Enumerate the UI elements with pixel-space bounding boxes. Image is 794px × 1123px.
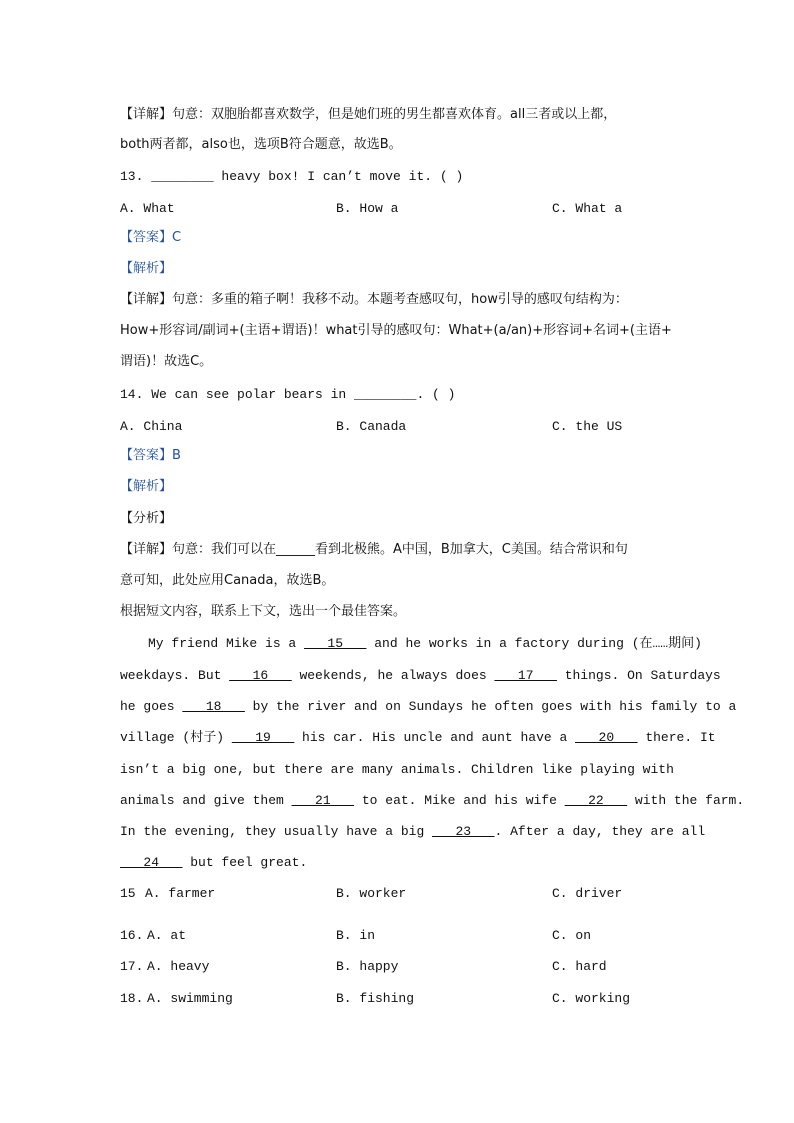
blank-22: ___22___ (564, 793, 628, 808)
q12-detail-line2: both两者都，also也，选项B符合题意，故选B。 (120, 137, 402, 152)
passage-line-3: he goes ___18___ by the river and on Sundays he often goes with his family to a (120, 699, 737, 714)
q14-answer: 【答案】B (120, 448, 181, 463)
q13-analysis-label: 【解析】 (120, 261, 173, 276)
blank-21: ___21___ (291, 793, 355, 808)
blank-23: ___23___ (432, 824, 495, 839)
choice-15-a: A. farmer (145, 886, 216, 901)
q14-stem: 14. We can see polar bears in ________. ( ) (120, 387, 456, 402)
choice-18-c: C. working (552, 991, 631, 1006)
blank-19: ___19___ (231, 730, 295, 745)
q14-option-c: C. the US (552, 419, 623, 434)
choice-17-c: C. hard (552, 959, 607, 974)
choice-18-a: A. swimming (147, 991, 233, 1006)
passage-line-8: ___24___ but feel great. (120, 855, 308, 870)
choice-18-number: 18. (120, 991, 144, 1006)
passage-line-2: weekdays. But ___16___ weekends, he always does ___17___ things. On Saturdays (120, 668, 721, 683)
choice-17-b: B. happy (336, 959, 399, 974)
passage-line-7: In the evening, they usually have a big ___23___. After a day, they are all (120, 824, 706, 839)
passage-line-5: isn’t a big one, but there are many animals. Children like playing with (120, 762, 674, 777)
choice-15-number: 15 (120, 886, 136, 901)
q13-detail-line3: 谓语)！故选C。 (120, 354, 213, 369)
choice-17-number: 17. (120, 959, 144, 974)
passage-line-1: My friend Mike is a ___15___ and he works in a factory during (在……期间) (148, 636, 702, 651)
cloze-instruction: 根据短文内容，联系上下文，选出一个最佳答案。 (120, 604, 407, 619)
blank-17: ___17___ (494, 668, 557, 683)
q13-option-c: C. What a (552, 201, 623, 216)
passage-line-6: animals and give them ___21___ to eat. Mike and his wife ___22___ with the farm. (120, 793, 745, 808)
q14-option-b: B. Canada (336, 419, 407, 434)
choice-16-c: C. on (552, 928, 592, 943)
passage-line-4: village (村子) ___19___ his car. His uncle and aunt have a ___20___ there. It (120, 730, 716, 745)
q14-analysis-label: 【解析】 (120, 479, 173, 494)
blank-20: ___20___ (575, 730, 638, 745)
choice-17-a: A. heavy (147, 959, 210, 974)
q14-option-a: A. China (120, 419, 183, 434)
choice-16-number: 16. (120, 928, 144, 943)
choice-16-a: A. at (147, 928, 187, 943)
q14-detail-line2: 意可知，此处应用Canada，故选B。 (120, 573, 335, 588)
q12-detail-line1: 【详解】句意：双胞胎都喜欢数学，但是她们班的男生都喜欢体育。all三者或以上都， (120, 107, 617, 122)
q13-option-a: A. What (120, 201, 175, 216)
q13-detail-line1: 【详解】句意：多重的箱子啊！我移不动。本题考查感叹句，how引导的感叹句结构为： (120, 292, 628, 307)
choice-15-b: B. worker (336, 886, 407, 901)
q14-fenxi-label: 【分析】 (120, 511, 173, 526)
choice-18-b: B. fishing (336, 991, 415, 1006)
q13-stem: 13. ________ heavy box! I can’t move it. ( ) (120, 169, 464, 184)
blank-15: ___15___ (304, 636, 367, 651)
q13-answer: 【答案】C (120, 230, 182, 245)
blank-24: ___24___ (120, 855, 183, 870)
blank-16: ___16___ (229, 668, 292, 683)
choice-15-c: C. driver (552, 886, 623, 901)
choice-16-b: B. in (336, 928, 376, 943)
q13-detail-line2: How+形容词/副词+(主语+谓语)！what引导的感叹句：What+(a/an)+形容词+名词+(主语+ (120, 323, 672, 338)
blank-18: ___18___ (182, 699, 245, 714)
q13-option-b: B. How a (336, 201, 399, 216)
q14-detail-line1: 【详解】句意：我们可以在______看到北极熊。A中国，B加拿大，C美国。结合常识和句 (120, 542, 628, 557)
